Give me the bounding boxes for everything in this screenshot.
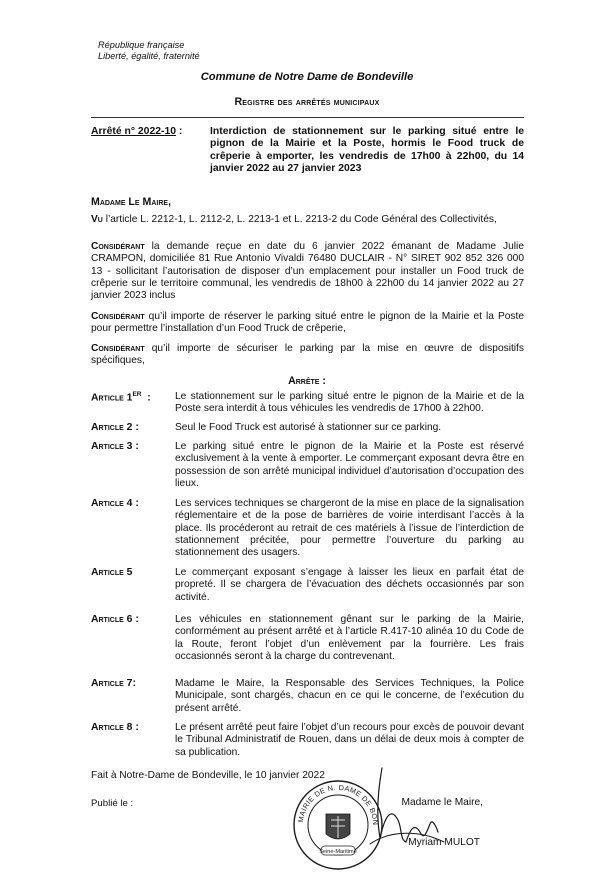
article-5-label-text: Article 5 xyxy=(91,567,133,578)
article-4-label: Article 4 : xyxy=(91,498,139,509)
republic-header xyxy=(98,40,200,62)
considerant-1-label: Considérant xyxy=(91,241,145,252)
arrete-number xyxy=(91,126,182,137)
article-3-label: Article 3 : xyxy=(91,441,139,452)
considerant-3 xyxy=(91,343,524,368)
signatory-title: Madame le Maire, xyxy=(401,797,483,808)
considerant-2-label: Considérant xyxy=(91,311,145,322)
article-3-text: Le parking situé entre le pignon de la Mairie et la Poste est réservé exclusivement à la vente à emporter. Le commerçant exposant devra être en possession de son arrêté municipal individuel d’autorisation d’occupation des lieux. xyxy=(175,441,524,489)
article-6-label: Article 6 : xyxy=(91,614,139,625)
article-5-label xyxy=(91,567,132,578)
header-divider xyxy=(91,117,524,118)
arrete-heading: Arrête : xyxy=(288,375,326,387)
vu-text: l’article L. 2212-1, L. 2112-2, L. 2213-1 et L. 2213-2 du Code Général des Collectivités, xyxy=(102,214,497,225)
article-4-text: Les services techniques se chargeront de la mise en place de la signalisation réglementaire et de la pose de barrières de voirie interdisant l’accès à la place. Ils procéderont au retrait de ces matériels à l’issue de l’interdiction de stationnement précitée, pour permettre l’ouverture du parking au stationnement des usagers. xyxy=(175,498,524,559)
signatory-name: Myriam MULOT xyxy=(408,837,480,848)
arrete-number-text: Arrêté n° 2022-10 xyxy=(91,126,177,137)
article-3-label-text: Article 3 xyxy=(91,441,133,452)
vu-paragraph xyxy=(91,214,524,226)
article-8-label-text: Article 8 xyxy=(91,722,133,733)
article-1-label: Article 1ER : xyxy=(91,391,151,404)
article-6-label-text: Article 6 xyxy=(91,614,133,625)
commune-title: Commune de Notre Dame de Bondeville xyxy=(200,71,414,83)
article-7-label: Article 7: xyxy=(91,678,136,689)
considerant-1 xyxy=(91,241,524,302)
considerant-2 xyxy=(91,311,524,336)
arrete-number-sep: : xyxy=(176,126,183,137)
article-5-text: Le commerçant exposant s’engage à laisser les lieux en parfait état de propreté. Il se chargera de l’évacuation des déchets occasionnés par son activité. xyxy=(175,567,524,603)
article-7-label-text: Article 7 xyxy=(91,678,133,689)
article-2-label-text: Article 2 xyxy=(91,422,133,433)
article-7-text: Madame le Maire, la Responsable des Services Techniques, la Police Municipale, sont chargés, chacun en ce qui le concerne, de l’exécution du présent arrêté. xyxy=(175,678,524,714)
article-8-text: Le présent arrêté peut faire l’objet d’un recours pour excès de pouvoir devant le Tribunal Administratif de Rouen, dans un délai de deux mois à compter de sa publication. xyxy=(175,722,524,758)
article-4-label-text: Article 4 xyxy=(91,498,133,509)
republique-text: République française xyxy=(98,40,185,50)
article-1-text: Le stationnement sur le parking situé entre le pignon de la Mairie et de la Poste sera interdit à tous véhicules les vendredis de 17h00 à 22h00. xyxy=(175,391,524,415)
considerant-2-text: qu’il importe de réserver le parking situé entre le pignon de la Mairie et la Poste pour permettre l’installation d’un Food Truck de crêperie, xyxy=(91,311,524,335)
seal-text: MAIRIE DE N. DAME DE BON xyxy=(296,782,381,826)
article-2-text: Seul le Food Truck est autorisé à stationner sur ce parking. xyxy=(175,422,442,433)
article-6-text: Les véhicules en stationnement gênant sur le parking de la Mairie, conformément au présent arrêté et à l’article R.417-10 alinéa 10 du Code de la Route, feront l’objet d’un enlèvement par la fourrière. Les frais occasionnés seront à la charge du contrevenant. xyxy=(175,614,524,662)
arrete-subject: Interdiction de stationnement sur le parking situé entre le pignon de la Mairie et la Poste, hormis le Food truck de crêperie à emporter, les vendredis de 17h00 à 22h00, du 14 janvier 2022 au 27 janvier 2023 xyxy=(210,126,524,175)
seal-bottom-text: Seine-Maritime xyxy=(319,849,357,855)
considerant-3-text: qu’il importe de sécuriser le parking par la mise en œuvre de dispositifs spécifiques, xyxy=(91,343,524,367)
considerant-3-label: Considérant xyxy=(91,343,145,354)
vu-label: Vu xyxy=(91,214,103,225)
registre-title: Registre des arrêtés municipaux xyxy=(234,96,380,108)
article-2-label: Article 2 : xyxy=(91,422,139,433)
considerant-1-text: la demande reçue en date du 6 janvier 2022 émanant de Madame Julie CRAMPON, domiciliée 81 Rue Antonio Vivaldi 76480 DUCLAIR - N° SIRET 902 852 326 000 13 - sollicitant l’autorisation de disposer d’un emplacement pour installer un Food truck de crêperie sur le territoire communal, les vendredis de 18h00 à 22h00 du 14 janvier 2022 au 27 janvier 2023 inclus xyxy=(91,241,524,302)
salutation: Madame Le Maire, xyxy=(91,196,172,208)
devise-text: Liberté, égalité, fraternité xyxy=(98,51,200,61)
fait-a: Fait à Notre-Dame de Bondeville, le 10 janvier 2022 xyxy=(91,770,325,781)
article-8-label: Article 8 : xyxy=(91,722,139,733)
publie-le: Publié le : xyxy=(91,798,134,809)
